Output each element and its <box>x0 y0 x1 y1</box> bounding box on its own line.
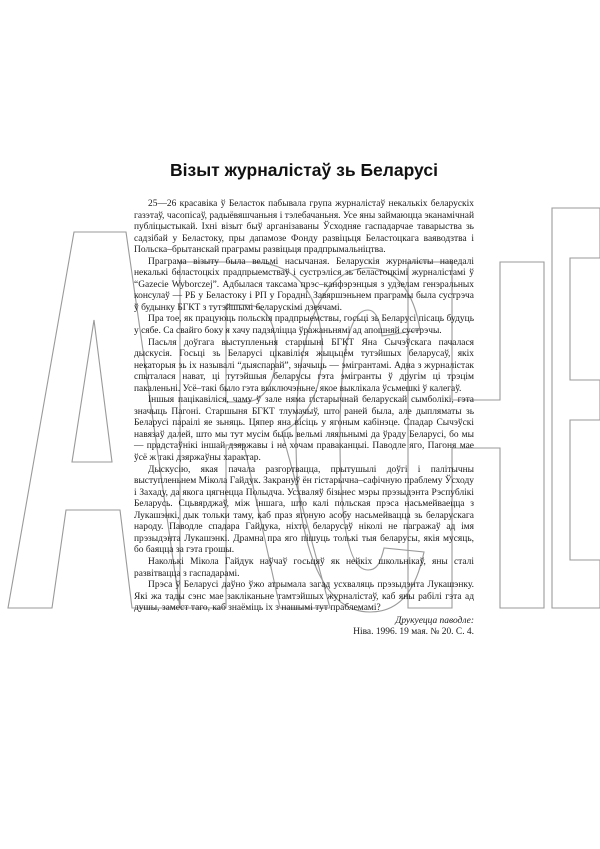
article-paragraph: Дыскусію, якая пачала разгортвацца, прытушылі доўгі і палітычны выступленьнем Мікола Гайдук. Закрануў ён гістарычна–сафічную праблему Ўсходу і Захаду, да якога цягнецца Полыдча. Усхваляў бізьнес мэры прэзыдэнта Рэспублікі Беларусь. Сцьвярджаў, між іншага, што калі польская прэса насьмейваецца з Лукашэнкі, дык тольки таму, каб праз ягоную асобу насьмейвацца зь беларускага народу. Паводле спадара Гайдука, ніхто беларусаў ніколі не пагражаў ад імя прэзыдэнта Лукашэнкі. Драмна пра яго пішуць толькі тыя беларусы, якія мусяць, бо баяцца за гэта грошы. <box>134 464 474 556</box>
article-paragraph: Пра тое, як працуюць польскія прадпрыемствы, госьці зь Беларусі пісаць будуць у сябе. Са свайго боку я хачу падзяліцца ўражаньнямі ад апошняй сустрэчы. <box>134 314 474 337</box>
article-paragraph: Пасьля доўгага выступленьня старшыні БГКТ Яна Сычэўскага пачалася дыскусія. Госьці зь Беларусі цікавіліся жыцьцём тутэйшых беларусаў, якіх некаторыя зь іх называлі “дыяспарай”, значыць — эмігрантамі. Адна з журналістак спыталася нават, ці тутэйшыя беларусы гэта эмігранты ў другім ці трэцім пакаленьні. Усё–такі было гэта выключэньне, якое выклікала ўсьмешкі ў калегаў. <box>134 337 474 394</box>
article-paragraph: Прэса ў Беларусі даўно ўжо атрымала загад усхваляць прэзыдэнта Лукашэнку. Які жа тады сэнс мае закліканьне тамтэйшых журналістаў, каб яны рабілі гэта ад душы, замест таго, каб знаёміць іх з нашымі тут праблемамі? <box>134 580 474 614</box>
article-paragraph: Праграма візыту была вельмі насычаная. Беларускія журналісты наведалі некалькі беластоцкіх прадпрыемстваў і сустрэліся зь беластоцкімі журналістамі ў “Gazecie Wyborczej”. Адбылася таксама прэс–канфэрэнцыя з удзелам генэральных консулаў — РБ у Беластоку і РП у Горадні. Завяршэньнем праграмы была сустрэча ў будынку БГКТ з тутэйшымі беларускімі дзеячамі. <box>134 256 474 313</box>
article-title: Візыт журналістаў зь Беларусі <box>170 160 438 180</box>
article-paragraph: Наколькі Мікола Гайдук наўчаў госьцяў як нейкіх школьнікаў, яны сталі развітвацца з гаспадарамі. <box>134 556 474 579</box>
article-source <box>134 616 474 639</box>
source-citation: Ніва. 1996. 19 мая. № 20. С. 4. <box>353 627 474 638</box>
article <box>134 160 474 639</box>
article-paragraph: 25—26 красавіка ў Беласток пабывала група журналістаў некалькіх беларускіх газэтаў, часопісаў, радыёвяшчаньня і тэлебачаньня. Усе яны займаюцца эканамічнай публіцыстыкай. Іхні візыт быў арганізаваны Ўсходняе гаспадарчае таварыства зь садзібай у Беластоку, пры дапамозе Фонду развіцьця Беластоцкага ваяводзтва і Польска–брытанскай праграмы развіцьця прадпрымальніцтва. <box>134 199 474 256</box>
article-body <box>134 199 474 615</box>
source-credit: Друкуецца паводле: <box>395 615 474 626</box>
watermark-letter-e <box>552 208 600 608</box>
article-paragraph: Іншыя пацікавіліся, чаму ў зале няма гістарычнай беларускай сымболікі, гэта значыць Пагоні. Старшыня БГКТ тлумачыў, што раней была, але дыпляматы зь Беларусі параілі яе зьняць. Цяпер яна вісіць у ягоным кабінэце. Спадар Сычэўскі навязаў далей, што мы тут мусім быць вельмі ляяльнымі да ўраду Беларусі, бо мы — прадстаўнікі іншай дзяржавы і не хочам праваканцыі. Паводле яго, Пагоня мае ўсё ж такі дзяржаўны характар. <box>134 395 474 464</box>
